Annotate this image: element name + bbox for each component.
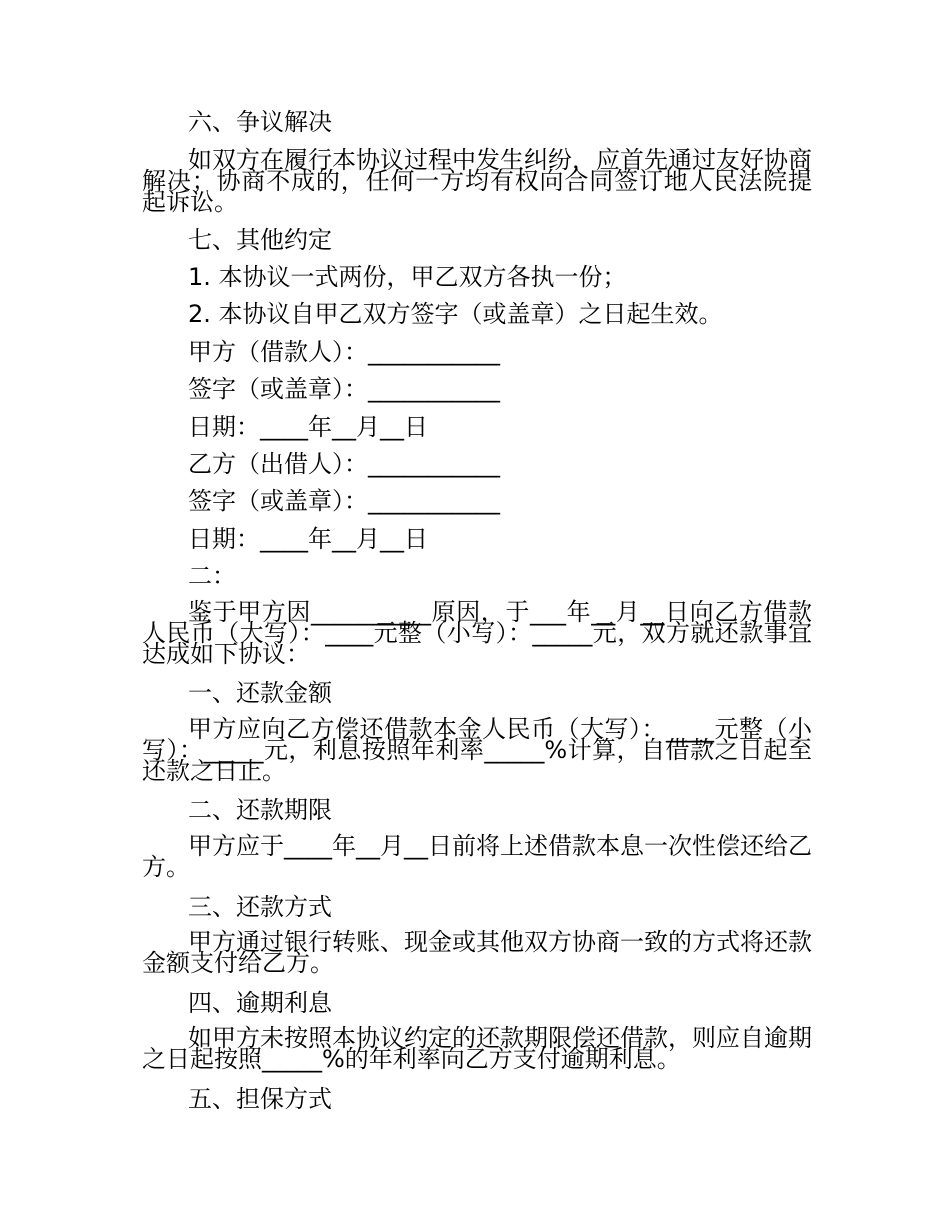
signature-line-borrower: 甲方（借款人）：___________ xyxy=(188,338,500,366)
signature-line-lender-seal: 签字（或盖章）：___________ xyxy=(188,487,500,515)
signature-line-lender: 乙方（出借人）：___________ xyxy=(188,450,500,478)
paragraph-overdue: 如甲方未按照本协议约定的还款期限偿还借款，则应自逾期之日起按照_____%的年利率向乙方支付逾期利息。 xyxy=(142,1024,812,1073)
clause-line-effective: 2. 本协议自甲乙双方签字（或盖章）之日起生效。 xyxy=(188,300,723,328)
clause-line-copies: 1. 本协议一式两份，甲乙双方各执一份； xyxy=(188,263,627,291)
section-heading-dispute: 六、争议解决 xyxy=(188,108,332,136)
paragraph-dispute: 如双方在履行本协议过程中发生纠纷，应首先通过友好协商解决；协商不成的，任何一方均有权向合同签订地人民法院提起诉讼。 xyxy=(142,146,812,216)
signature-line-borrower-seal: 签字（或盖章）：___________ xyxy=(188,375,500,403)
section-heading-overdue: 四、逾期利息 xyxy=(188,989,332,1017)
section-heading-method: 三、还款方式 xyxy=(188,893,332,921)
section-heading-amount: 一、还款金额 xyxy=(188,679,332,707)
section-heading-guarantee: 五、担保方式 xyxy=(188,1085,332,1113)
paragraph-term: 甲方应于____年__月__日前将上述借款本息一次性偿还给乙方。 xyxy=(142,832,812,881)
paragraph-recital: 鉴于甲方因__________原因，于___年__月__日向乙方借款人民币（大写）：____元整（小写）：_____元，双方就还款事宜达成如下协议： xyxy=(142,598,812,668)
paragraph-method: 甲方通过银行转账、现金或其他双方协商一致的方式将还款金额支付给乙方。 xyxy=(142,928,812,977)
section-heading-other: 七、其他约定 xyxy=(188,226,332,254)
date-line-borrower: 日期：____年__月__日 xyxy=(188,413,428,441)
paragraph-amount: 甲方应向乙方偿还借款本金人民币（大写）：____元整（小写）：_____元，利息按照年利率_____%计算，自借款之日起至还款之日止。 xyxy=(142,715,812,785)
section-number-two: 二： xyxy=(188,562,236,590)
date-line-lender: 日期：____年__月__日 xyxy=(188,525,428,553)
section-heading-term: 二、还款期限 xyxy=(188,796,332,824)
